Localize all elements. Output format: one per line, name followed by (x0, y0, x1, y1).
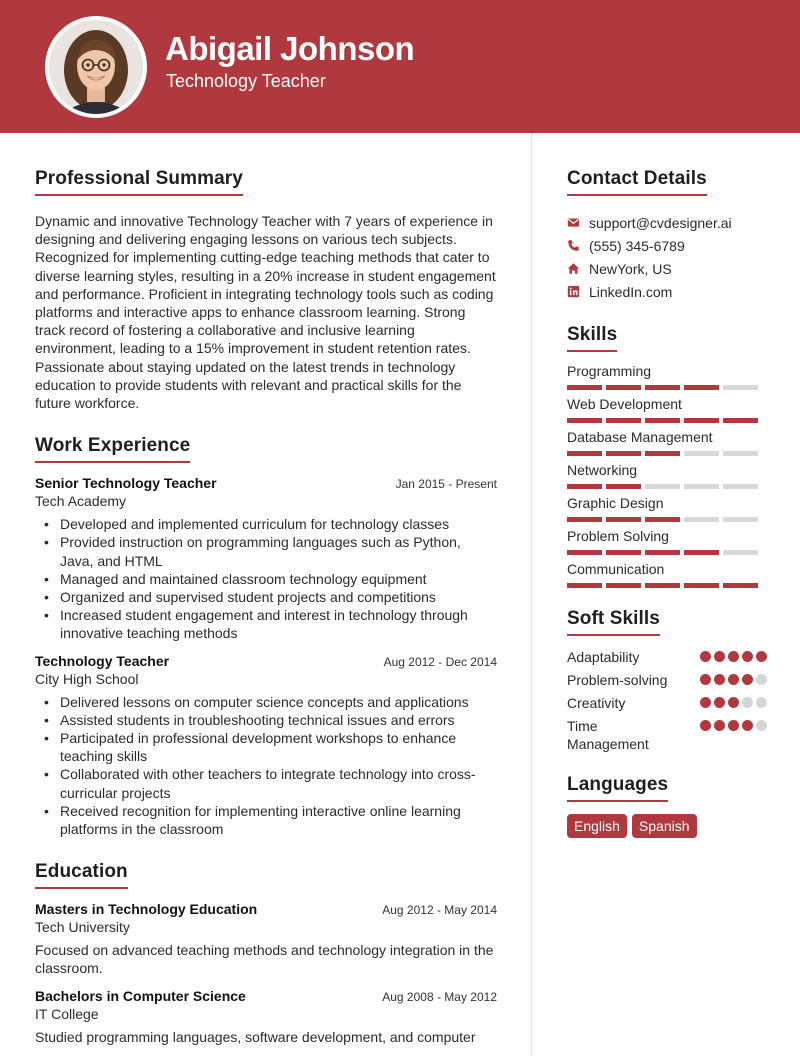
skill-row (567, 394, 767, 427)
soft-skill-row (567, 694, 767, 712)
skill-name: Communication (567, 561, 665, 577)
skill-level-segment (606, 583, 641, 588)
soft-skills-section (567, 608, 767, 753)
rating-dot (756, 674, 767, 685)
education-section (35, 861, 497, 1046)
list-item: • Collaborated with other teachers to integrate technology into cross-curricular projects (35, 765, 497, 801)
contact-email[interactable] (567, 211, 767, 234)
soft-skill-name: Adaptability (567, 649, 640, 665)
location-text: NewYork, US (589, 260, 672, 277)
school-name: Tech University (35, 919, 130, 936)
contact-location (567, 257, 767, 280)
rating-dot (700, 674, 711, 685)
skill-name: Graphic Design (567, 495, 664, 511)
languages-heading: Languages (567, 774, 668, 802)
rating-dot (742, 651, 753, 662)
skill-level-segment (645, 517, 680, 522)
skill-level-segment (723, 550, 758, 555)
skill-level-bar (567, 418, 767, 423)
skill-name: Database Management (567, 429, 713, 445)
list-item: • Received recognition for implementing interactive online learning platforms in the classroom (35, 802, 497, 838)
skill-level-segment (645, 484, 680, 489)
education-entry (35, 988, 497, 1046)
job-dates: Jan 2015 - Present (395, 477, 497, 492)
skill-level-segment (645, 385, 680, 390)
skill-level-segment (606, 385, 641, 390)
list-item: • Developed and implemented curriculum for technology classes (35, 515, 497, 533)
skill-name: Problem Solving (567, 528, 669, 544)
rating-dot (756, 720, 767, 731)
list-item: • Participated in professional development workshops to enhance teaching skills (35, 729, 497, 765)
contact-linkedin[interactable] (567, 280, 767, 303)
rating-dot (728, 697, 739, 708)
list-item: • Assisted students in troubleshooting technical issues and errors (35, 711, 497, 729)
skill-level-segment (723, 484, 758, 489)
rating-dot (728, 674, 739, 685)
soft-skill-rating (700, 717, 767, 731)
language-chip: English (567, 814, 627, 838)
skill-name: Networking (567, 462, 638, 478)
education-dates: Aug 2012 - May 2014 (382, 903, 497, 918)
skill-level-bar (567, 451, 767, 456)
education-dates: Aug 2008 - May 2012 (382, 989, 497, 1004)
skill-level-segment (723, 451, 758, 456)
main-column (35, 168, 497, 1046)
skill-level-segment (684, 517, 719, 522)
education-heading: Education (35, 861, 128, 889)
education-description: Studied programming languages, software development, and computer (35, 1028, 476, 1045)
contact-section (567, 168, 767, 303)
summary-heading: Professional Summary (35, 168, 243, 196)
education-entry (35, 901, 497, 977)
job-entry (35, 653, 497, 839)
skill-row (567, 427, 767, 460)
job-bullets (35, 515, 497, 642)
skill-level-segment (567, 517, 602, 522)
list-item: • Provided instruction on programming languages such as Python, Java, and HTML (35, 533, 497, 569)
skill-level-bar (567, 517, 767, 522)
skill-level-segment (723, 385, 758, 390)
column-divider (531, 133, 532, 1056)
phone-icon (567, 239, 589, 252)
skill-row (567, 559, 767, 592)
linkedin-text: LinkedIn.com (589, 283, 673, 300)
skill-level-bar (567, 583, 767, 588)
profile-photo (45, 16, 147, 118)
soft-skill-rating (700, 648, 767, 662)
rating-dot (700, 651, 711, 662)
soft-skill-name: Time Management (567, 718, 649, 752)
skill-level-segment (606, 517, 641, 522)
skill-level-segment (645, 583, 680, 588)
email-text: support@cvdesigner.ai (589, 214, 732, 231)
rating-dot (714, 651, 725, 662)
skill-row (567, 526, 767, 559)
skill-level-segment (567, 418, 602, 423)
skill-level-segment (684, 385, 719, 390)
sidebar-column (567, 168, 767, 838)
skill-level-segment (645, 550, 680, 555)
job-role: Technology Teacher (35, 652, 170, 669)
skill-level-bar (567, 385, 767, 390)
skill-level-segment (567, 451, 602, 456)
skill-level-segment (645, 451, 680, 456)
candidate-name: Abigail Johnson (165, 30, 415, 67)
language-chip: Spanish (632, 814, 697, 838)
rating-dot (714, 697, 725, 708)
soft-skill-name: Creativity (567, 695, 626, 711)
rating-dot (700, 697, 711, 708)
phone-text: (555) 345-6789 (589, 237, 685, 254)
rating-dot (756, 651, 767, 662)
skill-level-segment (684, 550, 719, 555)
rating-dot (700, 720, 711, 731)
skill-level-segment (684, 451, 719, 456)
skill-name: Programming (567, 363, 652, 379)
skill-level-segment (606, 550, 641, 555)
skill-level-segment (567, 385, 602, 390)
skill-level-segment (567, 484, 602, 489)
skill-level-segment (567, 550, 602, 555)
education-description: Focused on advanced teaching methods and technology integration in the classroom. (35, 942, 494, 977)
summary-section (35, 168, 497, 412)
soft-skills-heading: Soft Skills (567, 608, 660, 636)
soft-skill-row (567, 648, 767, 666)
contact-phone[interactable] (567, 234, 767, 257)
skill-level-segment (684, 418, 719, 423)
experience-heading: Work Experience (35, 435, 190, 463)
header-banner (0, 0, 800, 133)
soft-skill-rating (700, 671, 767, 685)
experience-section (35, 435, 497, 838)
languages-section (567, 774, 767, 838)
list-item: • Increased student engagement and interest in technology through innovative teaching methods (35, 606, 497, 642)
rating-dot (742, 674, 753, 685)
job-org: City High School (35, 670, 139, 687)
skill-level-segment (645, 418, 680, 423)
rating-dot (728, 651, 739, 662)
skills-section (567, 324, 767, 592)
skill-level-segment (723, 418, 758, 423)
summary-text: Dynamic and innovative Technology Teacher with 7 years of experience in designing and delivering engaging lessons on various tech subjects. Recognized for implementing cutting-edge teaching methods that cater to diverse learning styles, resulting in a 20% increase in student engagement and performance. Proficient in integrating technology tools such as coding platforms and interactive apps to enhance classroom learning. Strong track record of fostering a collaborative and inclusive learning environment, leading to a 15% improvement in student retention rates. Passionate about staying updated on the latest trends in technology education to provide students with relevant and practical skills for the future workforce. (35, 213, 496, 412)
degree-name: Masters in Technology Education (35, 901, 258, 918)
list-item: • Delivered lessons on computer science concepts and applications (35, 693, 497, 711)
rating-dot (742, 697, 753, 708)
job-dates: Aug 2012 - Dec 2014 (383, 654, 497, 669)
skills-heading: Skills (567, 324, 617, 352)
school-name: IT College (35, 1005, 99, 1022)
job-role: Senior Technology Teacher (35, 475, 217, 492)
skill-level-segment (606, 484, 641, 489)
skill-row (567, 361, 767, 394)
skill-name: Web Development (567, 396, 682, 412)
skill-level-segment (684, 583, 719, 588)
skill-level-segment (723, 583, 758, 588)
skill-level-segment (684, 484, 719, 489)
skill-level-bar (567, 550, 767, 555)
rating-dot (756, 697, 767, 708)
contact-heading: Contact Details (567, 168, 707, 196)
envelope-icon (567, 216, 589, 229)
skill-level-segment (723, 517, 758, 522)
home-icon (567, 262, 589, 275)
soft-skill-row (567, 671, 767, 689)
soft-skill-row (567, 717, 767, 753)
degree-name: Bachelors in Computer Science (35, 987, 246, 1004)
skill-row (567, 493, 767, 526)
rating-dot (728, 720, 739, 731)
skill-level-segment (606, 451, 641, 456)
rating-dot (714, 720, 725, 731)
list-item: • Organized and supervised student projects and competitions (35, 588, 497, 606)
job-org: Tech Academy (35, 493, 127, 510)
soft-skill-rating (700, 694, 767, 708)
skill-level-segment (606, 418, 641, 423)
candidate-title: Technology Teacher (166, 71, 326, 91)
avatar (49, 20, 143, 114)
rating-dot (742, 720, 753, 731)
list-item: • Managed and maintained classroom technology equipment (35, 570, 497, 588)
rating-dot (714, 674, 725, 685)
job-bullets (35, 693, 497, 839)
linkedin-icon (567, 285, 589, 298)
skill-level-segment (567, 583, 602, 588)
soft-skill-name: Problem-solving (567, 672, 668, 688)
skill-row (567, 460, 767, 493)
job-entry (35, 475, 497, 642)
skill-level-bar (567, 484, 767, 489)
